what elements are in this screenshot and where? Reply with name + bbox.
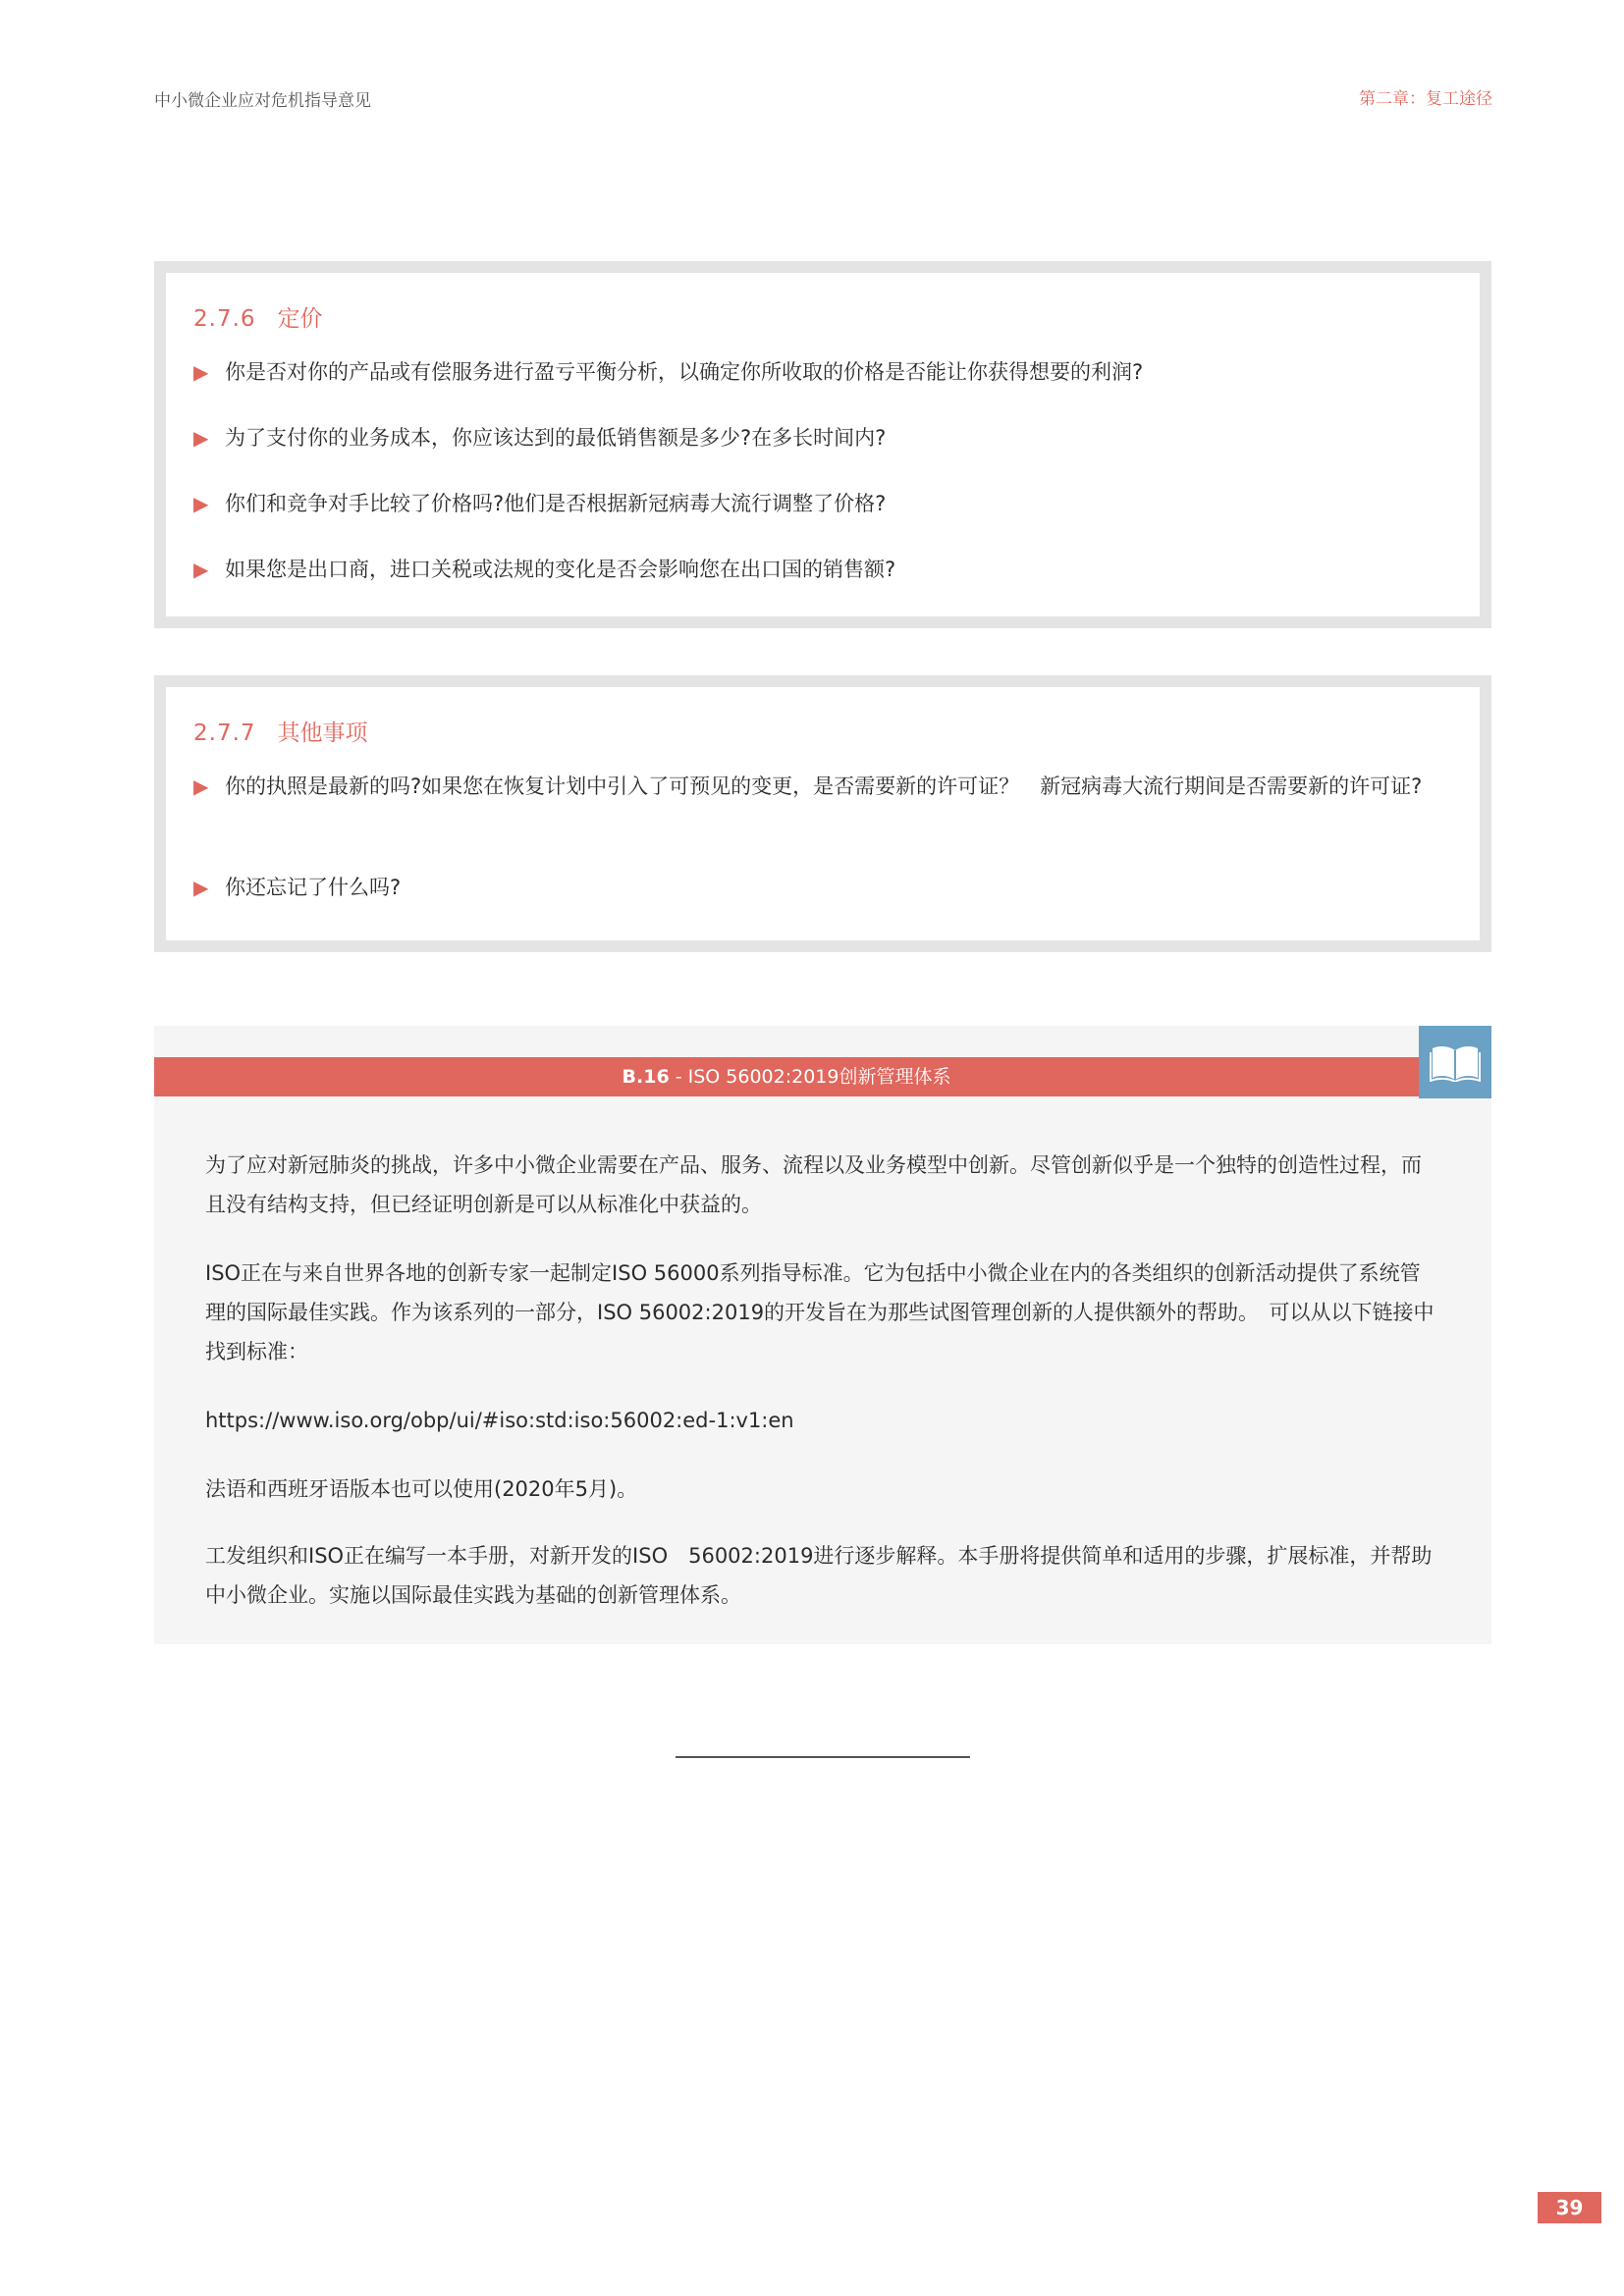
bullet-arrow-icon: ▶ (193, 360, 209, 384)
book-icon (1419, 1026, 1491, 1098)
bullet-arrow-icon: ▶ (193, 774, 209, 798)
bullet-arrow-icon: ▶ (193, 426, 209, 450)
sidebar-title-bar (154, 1057, 1419, 1096)
bullet-arrow-icon: ▶ (193, 558, 209, 581)
section-heading (193, 715, 368, 747)
sidebar-paragraph: 工发组织和ISO正在编写一本手册，对新开发的ISO 56002:2019进行逐步解释。本手册将提供简单和适用的步骤，扩展标准，并帮助中小微企业。实施以国际最佳实践为基础的创新管理体系。 (205, 1544, 1433, 1607)
list-item: ▶ 你们和竞争对手比较了价格吗?他们是否根据新冠病毒大流行调整了价格? (193, 487, 1452, 521)
section-number: 2.7.6 (193, 306, 256, 332)
section-box-other (154, 675, 1491, 952)
section-title: 其他事项 (277, 721, 368, 746)
section-number: 2.7.7 (193, 721, 256, 746)
footnote-divider (676, 1756, 970, 1758)
list-item: ▶ 如果您是出口商，进口关税或法规的变化是否会影响您在出口国的销售额? (193, 553, 1452, 587)
bullet-arrow-icon: ▶ (193, 492, 209, 515)
section-box-pricing (154, 261, 1491, 628)
page-number: 39 (1538, 2192, 1601, 2223)
sidebar-paragraph: ISO正在与来自世界各地的创新专家一起制定ISO 56000系列指导标准。它为包括中小微企业在内的各类组织的创新活动提供了系统管理的国际最佳实践。作为该系列的一部分，ISO 56002:2019的开发旨在为那些试图管理创新的人提供额外的帮助。 可以从以下链接中找到标准： (205, 1261, 1435, 1363)
section-title: 定价 (277, 306, 323, 332)
info-sidebar (154, 1026, 1491, 1644)
bullet-arrow-icon: ▶ (193, 876, 209, 899)
list-item: ▶ 你还忘记了什么吗? (193, 871, 1452, 905)
list-item: ▶ 为了支付你的业务成本，你应该达到的最低销售额是多少?在多长时间内? (193, 421, 1452, 455)
sidebar-link[interactable]: https://www.iso.org/obp/ui/#iso:std:iso:56002:ed-1:v1:en (205, 1409, 794, 1432)
sidebar-paragraph: 法语和西班牙语版本也可以使用(2020年5月)。 (205, 1477, 638, 1501)
running-header-chapter: 第二章：复工途径 (1359, 89, 1492, 109)
list-item: ▶ 你是否对你的产品或有偿服务进行盈亏平衡分析，以确定你所收取的价格是否能让你获得想要的利润? (193, 355, 1452, 390)
sidebar-title: - ISO 56002:2019创新管理体系 (669, 1066, 951, 1088)
list-item: ▶ 你的执照是最新的吗?如果您在恢复计划中引入了可预见的变更，是否需要新的许可证？ 新冠病毒大流行期间是否需要新的许可证? (193, 770, 1452, 804)
section-heading (193, 300, 323, 333)
sidebar-paragraph: 为了应对新冠肺炎的挑战，许多中小微企业需要在产品、服务、流程以及业务模型中创新。尽管创新似乎是一个独特的创造性过程，而且没有结构支持，但已经证明创新是可以从标准化中获益的。 (205, 1153, 1422, 1216)
running-header-title: 中小微企业应对危机指导意见 (154, 91, 371, 111)
sidebar-code: B.16 (622, 1066, 670, 1088)
